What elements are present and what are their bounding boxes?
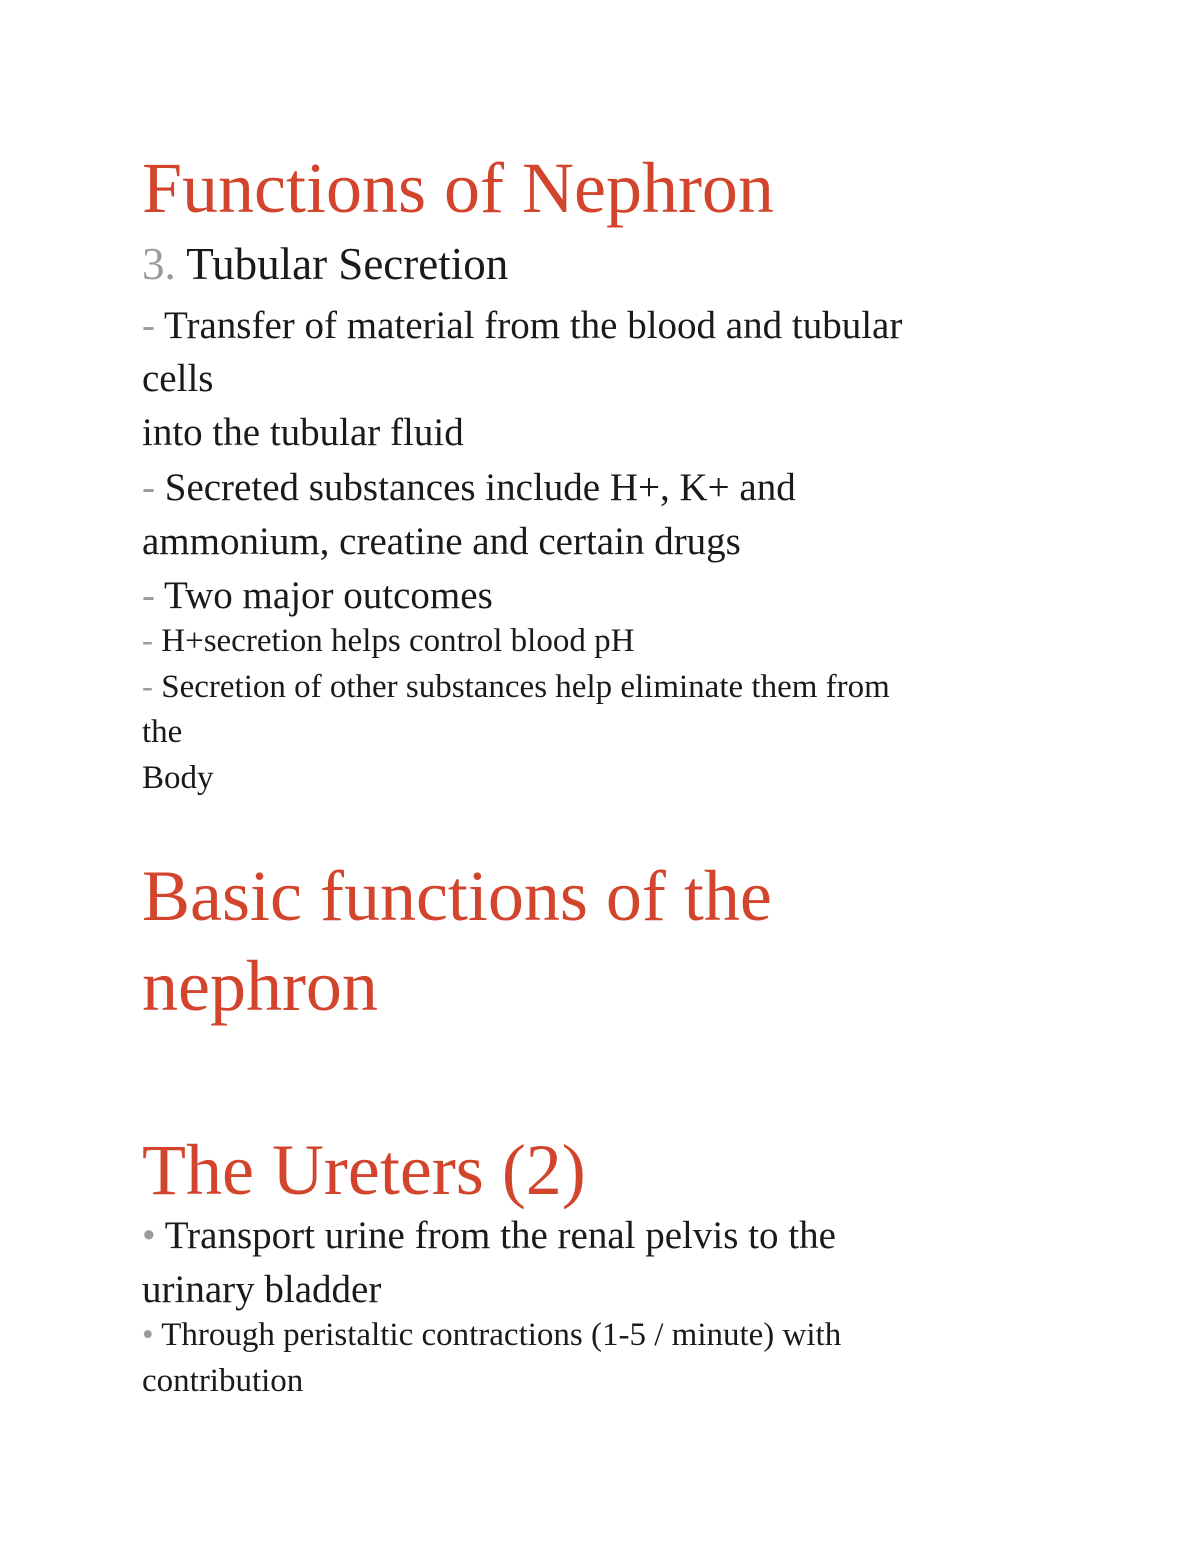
text-line (142, 1365, 303, 1398)
text-line (142, 1216, 836, 1255)
line-text: H+secretion helps control blood pH (161, 623, 635, 659)
text-line (142, 359, 213, 398)
text-line (142, 1319, 841, 1352)
bullet-marker: • (142, 1317, 154, 1353)
line-text: urinary bladder (142, 1268, 382, 1311)
heading-basic-functions-line1: Basic functions of the (142, 856, 772, 936)
line-text: Secretion of other substances help eliminate them from (161, 669, 890, 705)
dash-marker: - (142, 669, 153, 705)
text-line (142, 625, 634, 658)
line-text: contribution (142, 1363, 304, 1399)
line-text: Body (142, 760, 214, 796)
text-line (142, 413, 464, 452)
line-text: Through peristaltic contractions (1-5 / minute) with (161, 1317, 842, 1353)
text-line (142, 716, 182, 749)
text-line (142, 576, 493, 615)
line-text: Transfer of material from the blood and tubular (164, 304, 903, 347)
line-text: ammonium, creatine and certain drugs (142, 520, 741, 563)
heading-functions-of-nephron: Functions of Nephron (142, 148, 774, 228)
text-line (142, 1270, 381, 1309)
heading-basic-functions-line2: nephron (142, 946, 378, 1026)
subheading-tubular-secretion (142, 239, 509, 289)
bullet-marker: • (142, 1214, 156, 1257)
text-line (142, 762, 214, 795)
line-text: the (142, 714, 183, 750)
line-text: Transport urine from the renal pelvis to the (164, 1214, 836, 1257)
text-line (142, 306, 902, 345)
text-line (142, 522, 741, 561)
dash-marker: - (142, 466, 155, 509)
line-text: Secreted substances include H+, K+ and (164, 466, 796, 509)
text-line (142, 468, 796, 507)
subheading-text: Tubular Secretion (186, 239, 509, 289)
text-line (142, 671, 890, 704)
dash-marker: - (142, 304, 155, 347)
list-number: 3. (142, 239, 176, 289)
line-text: Two major outcomes (164, 574, 493, 617)
heading-the-ureters: The Ureters (2) (142, 1130, 586, 1210)
dash-marker: - (142, 574, 155, 617)
line-text: cells (142, 357, 214, 400)
dash-marker: - (142, 623, 153, 659)
line-text: into the tubular fluid (142, 411, 464, 454)
